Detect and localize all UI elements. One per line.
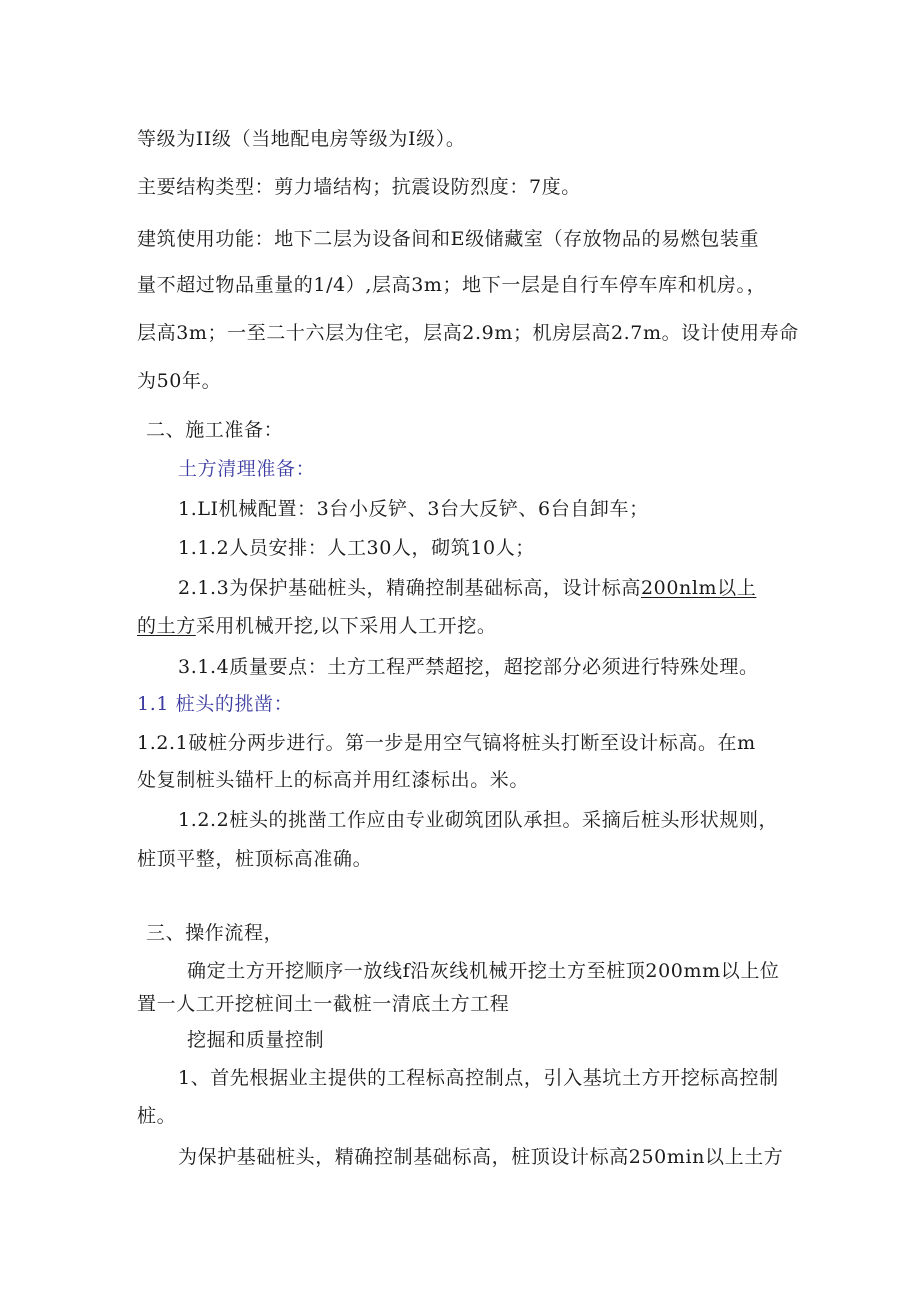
item-3-underlined-text: 的土方 — [137, 615, 196, 637]
item-3-continuation: 采用机械开挖,以下采用人工开挖。 — [195, 615, 497, 637]
intro-line-2: 主要结构类型：剪力墙结构；抗震设防烈度：7度。 — [137, 176, 581, 198]
section-3-para-1-line-1: 1、首先根据业主提供的工程标高控制点，引入基坑土方开挖标高控制 — [178, 1067, 779, 1089]
section-2-item-4: 3.1.4质量要点：土方工程严禁超挖，超挖部分必须进行特殊处理。 — [178, 656, 759, 678]
item-3-text: 2.1.3为保护基础桩头，精确控制基础标高，设计标高 — [178, 577, 641, 599]
intro-line-4: 量不超过物品重量的1/4）,层高3m；地下一层是自行车停车库和机房。， — [137, 274, 767, 296]
flow-line-2: 置一人工开挖桩间土一截桩一清底土方工程 — [137, 993, 510, 1015]
para-1-2-2-line-1: 1.2.2桩头的挑凿工作应由专业砌筑团队承担。采摘后桩头形状规则， — [178, 809, 779, 831]
intro-line-6: 为50年。 — [137, 370, 222, 392]
section-2-item-1: 1.LI机械配置：3台小反铲、3台大反铲、6台自卸车； — [178, 498, 649, 520]
item-3-underlined-value: 200nlm以上 — [640, 577, 757, 599]
para-1-2-2-line-2: 桩顶平整，桩顶标高准确。 — [137, 848, 373, 870]
section-3-para-1-line-2: 桩。 — [137, 1105, 177, 1127]
section-2-subheading-2: 1.1 桩头的挑凿： — [137, 693, 294, 715]
section-2-item-3-line-2 — [137, 614, 496, 638]
flow-line-1: 确定土方开挖顺序一放线f沿灰线机械开挖土方至桩顶200mm以上位 — [187, 960, 780, 982]
intro-line-5: 层高3m；一至二十六层为住宅，层高2.9m；机房层高2.7m。设计使用寿命 — [137, 322, 799, 344]
section-2-subheading: 土方清理准备： — [178, 458, 316, 480]
intro-line-1: 等级为II级（当地配电房等级为I级）。 — [137, 128, 466, 150]
section-3-para-2-line-1: 为保护基础桩头，精确控制基础标高，桩顶设计标高250min以上土方 — [178, 1146, 784, 1168]
intro-line-3: 建筑使用功能：地下二层为设备间和E级储藏室（存放物品的易燃包装重 — [137, 228, 760, 250]
para-1-2-1-line-2: 处复制桩头锚杆上的标高并用红漆标出。米。 — [137, 769, 530, 791]
section-2-heading: 二、施工准备： — [146, 419, 284, 441]
section-3-subheading: 挖掘和质量控制 — [187, 1029, 325, 1051]
para-1-2-1-line-1: 1.2.1破桩分两步进行。第一步是用空气镐将桩头打断至设计标高。在m — [137, 732, 756, 754]
section-2-item-3-line-1 — [178, 576, 756, 600]
section-3-heading: 三、操作流程， — [146, 922, 284, 944]
section-2-item-2: 1.1.2人员安排：人工30人，砌筑10人； — [178, 537, 535, 559]
